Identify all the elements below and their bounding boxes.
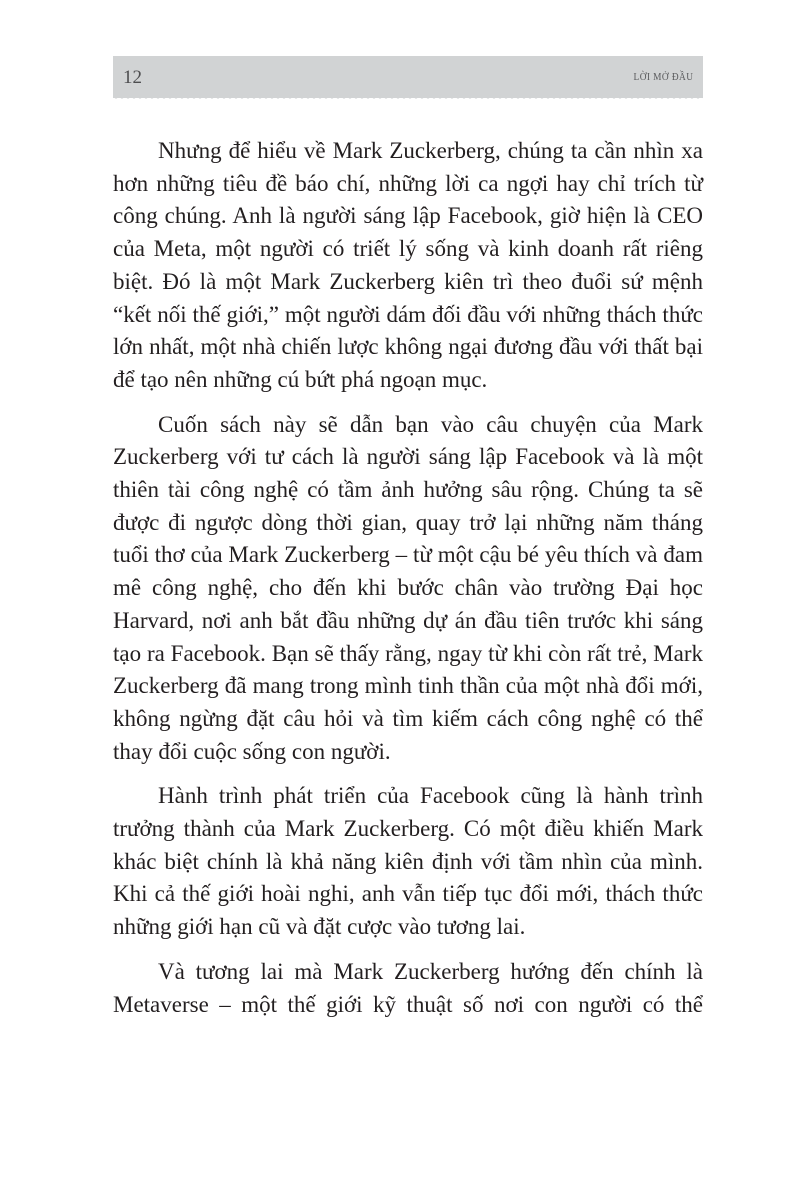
running-header	[113, 56, 703, 98]
chapter-label: LỜI MỞ ĐẦU	[633, 71, 693, 83]
paragraph: Và tương lai mà Mark Zuckerberg hướng đến chính là Metaverse – một thế giới kỹ thuật số nơi con người có thể	[113, 958, 703, 1017]
page-number: 12	[123, 67, 142, 88]
paragraph: Cuốn sách này sẽ dẫn bạn vào câu chuyện của Mark Zuckerberg với tư cách là người sáng lập Facebook và là một thiên tài công nghệ có tầm ảnh hưởng sâu rộng. Chúng ta sẽ được đi ngược dòng thời gian, quay trở lại những năm tháng tuổi thơ của Mark Zuckerberg – từ một cậu bé yêu thích và đam mê công nghệ, cho đến khi bước chân vào trường Đại học Harvard, nơi anh bắt đầu những dự án đầu tiên trước khi sáng tạo ra Facebook. Bạn sẽ thấy rằng, ngay từ khi còn rất trẻ, Mark Zuckerberg đã mang trong mình tinh thần của một nhà đổi mới, không ngừng đặt câu hỏi và tìm kiếm cách công nghệ có thể thay đổi cuộc sống con người.	[113, 411, 703, 764]
paragraph: Hành trình phát triển của Facebook cũng là hành trình trưởng thành của Mark Zuckerberg. Có một điều khiến Mark khác biệt chính là khả năng kiên định với tầm nhìn của mình. Khi cả thế giới hoài nghi, anh vẫn tiếp tục đổi mới, thách thức những giới hạn cũ và đặt cược vào tương lai.	[113, 783, 703, 940]
body-text	[113, 135, 703, 1033]
paragraph: Nhưng để hiểu về Mark Zuckerberg, chúng ta cần nhìn xa hơn những tiêu đề báo chí, những lời ca ngợi hay chỉ trích từ công chúng. Anh là người sáng lập Facebook, giờ hiện là CEO của Meta, một người có triết lý sống và kinh doanh rất riêng biệt. Đó là một Mark Zuckerberg kiên trì theo đuổi sứ mệnh “kết nối thế giới,” một người dám đối đầu với những thách thức lớn nhất, một nhà chiến lược không ngại đương đầu với thất bại để tạo nên những cú bứt phá ngoạn mục.	[113, 138, 703, 392]
